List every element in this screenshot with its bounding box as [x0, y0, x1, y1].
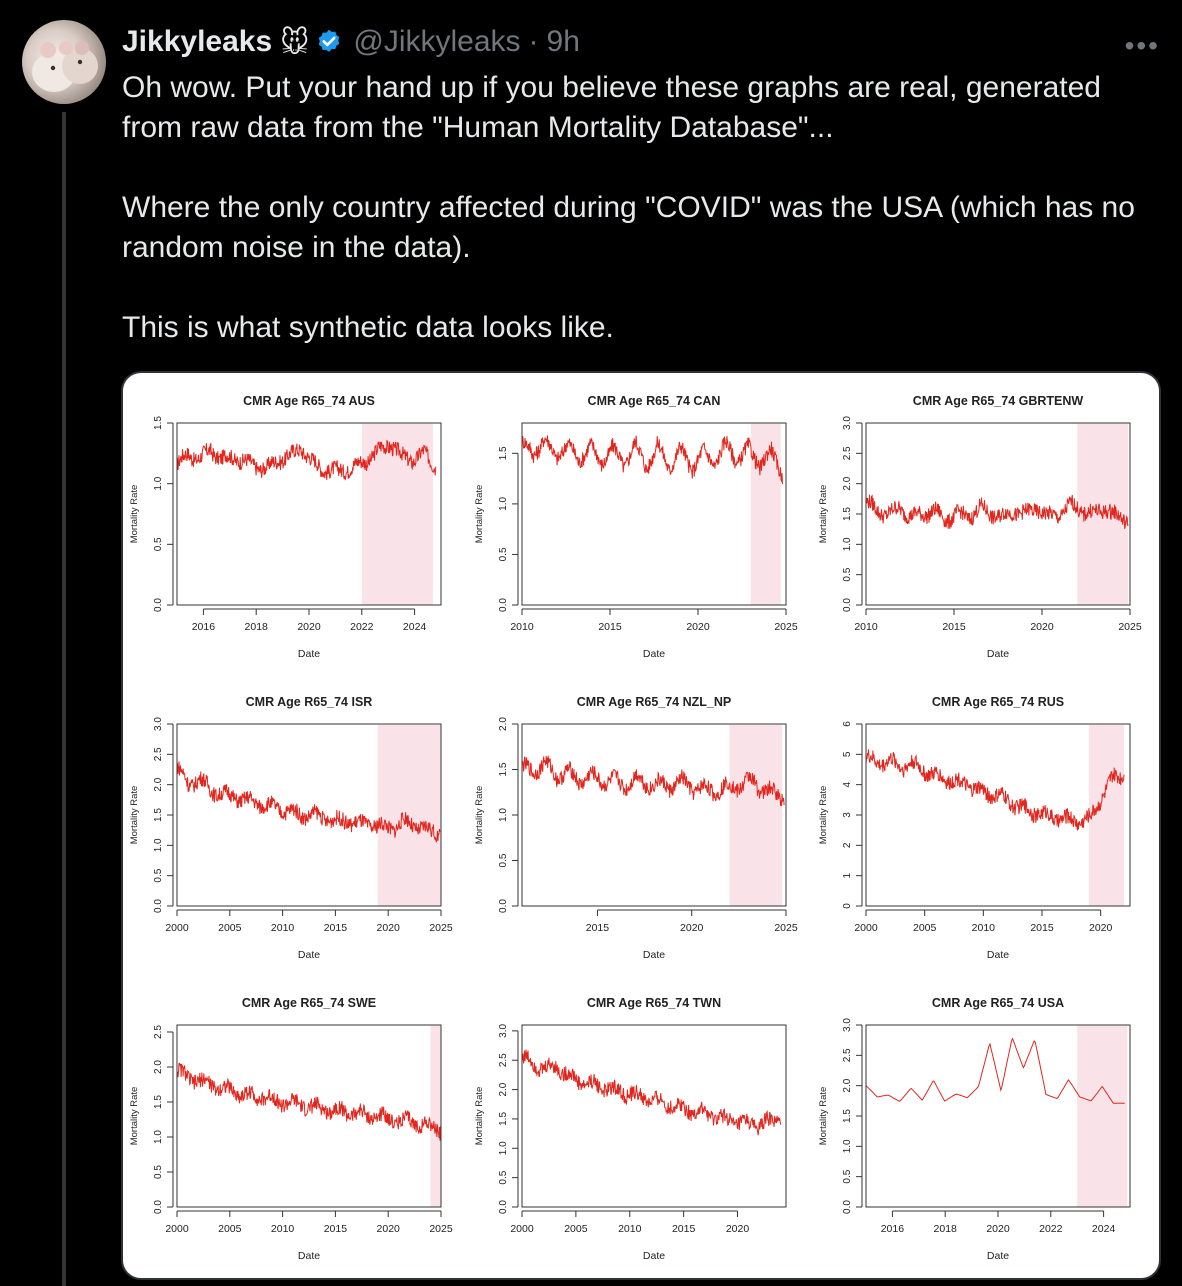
x-tick-label: 2000 [854, 922, 878, 934]
x-tick-label: 2016 [191, 621, 216, 633]
highlight-region [751, 424, 781, 605]
series-line [522, 435, 783, 484]
x-axis-label: Date [986, 949, 1010, 961]
y-tick-label: 5 [842, 751, 853, 758]
x-tick-label: 2010 [270, 922, 295, 934]
y-tick-label: 2 [842, 842, 853, 849]
chart-panel [812, 975, 1157, 1276]
x-tick-label: 2015 [942, 621, 966, 633]
y-tick-label: 2.5 [153, 1025, 164, 1039]
y-tick-label: 1.5 [153, 1095, 164, 1109]
y-tick-label: 1.0 [498, 496, 509, 511]
x-tick-label: 2000 [165, 1223, 189, 1235]
chart-panel [123, 975, 468, 1276]
y-axis-label: Mortality Rate [818, 484, 829, 544]
y-tick-label: 0.5 [842, 1169, 853, 1184]
y-axis-label: Mortality Rate [129, 785, 140, 845]
x-tick-label: 2015 [1030, 922, 1054, 934]
y-tick-label: 1 [842, 872, 853, 879]
tweet-text [122, 68, 1152, 348]
y-tick-label: 2.0 [153, 777, 164, 792]
x-tick-label: 2022 [350, 621, 374, 633]
y-tick-label: 0.0 [842, 598, 853, 612]
y-tick-label: 0.5 [153, 868, 164, 883]
y-axis-label: Mortality Rate [818, 785, 829, 845]
x-tick-label: 2020 [986, 1223, 1010, 1235]
x-tick-label: 2015 [323, 1223, 348, 1235]
tweet-media-image[interactable] [121, 371, 1161, 1280]
chart-svg [468, 674, 813, 975]
y-tick-label: 1.5 [842, 507, 853, 521]
y-tick-label: 1.5 [498, 446, 509, 461]
x-tick-label: 2020 [1030, 621, 1054, 633]
y-tick-label: 2.0 [498, 1082, 509, 1097]
y-tick-label: 1.5 [498, 762, 509, 777]
chart-title: CMR Age R65_74 RUS [931, 695, 1065, 709]
x-tick-label: 2005 [218, 1223, 242, 1235]
x-tick-label: 2020 [680, 922, 704, 934]
x-tick-label: 2005 [218, 922, 242, 934]
y-tick-label: 2.0 [842, 476, 853, 491]
x-tick-label: 2018 [244, 621, 268, 633]
y-tick-label: 1.0 [842, 1139, 853, 1154]
chart-panel [468, 373, 813, 674]
y-tick-label: 2.0 [153, 1060, 164, 1074]
chart-panel [123, 674, 468, 975]
x-tick-label: 2010 [971, 922, 996, 934]
chart-svg [123, 674, 468, 975]
rat-photo [22, 20, 106, 104]
y-tick-label: 0.5 [498, 853, 509, 868]
more-options-icon[interactable]: ••• [1124, 30, 1160, 61]
x-tick-label: 2010 [618, 1223, 642, 1235]
y-axis-label: Mortality Rate [474, 484, 485, 544]
y-tick-label: 1.5 [153, 808, 164, 822]
y-tick-label: 0.5 [153, 1165, 164, 1179]
tweet-paragraph: This is what synthetic data looks like. [122, 311, 614, 344]
thread-line [62, 112, 66, 1286]
separator-dot: · [528, 25, 539, 58]
x-axis-label: Date [297, 648, 321, 660]
tweet-paragraph: Oh wow. Put your hand up if you believe these graphs are real, generated from raw data from the "Human Mortality Database"... [122, 71, 1101, 144]
chart-panel [812, 674, 1157, 975]
y-tick-label: 2.0 [498, 717, 509, 731]
y-tick-label: 1.0 [153, 1130, 164, 1144]
x-tick-label: 2000 [510, 1223, 534, 1235]
x-tick-label: 2020 [376, 1223, 400, 1235]
timestamp[interactable]: 9h [546, 25, 580, 58]
x-tick-label: 2018 [933, 1223, 957, 1235]
x-tick-label: 2005 [912, 922, 937, 934]
x-tick-label: 2015 [598, 621, 622, 633]
y-tick-label: 0.5 [842, 567, 853, 582]
x-tick-label: 2025 [774, 621, 798, 633]
y-tick-label: 0.0 [153, 899, 164, 913]
y-axis-label: Mortality Rate [818, 1086, 829, 1146]
chart-svg [812, 975, 1157, 1276]
x-axis-label: Date [297, 1250, 321, 1262]
chart-panel [468, 674, 813, 975]
chart-panel [468, 975, 813, 1276]
x-axis-label: Date [642, 1250, 666, 1262]
y-tick-label: 0.0 [153, 1200, 164, 1214]
y-tick-label: 2.5 [842, 1048, 853, 1063]
x-tick-label: 2025 [774, 922, 798, 934]
x-tick-label: 2010 [854, 621, 878, 633]
chart-svg [123, 975, 468, 1276]
y-tick-label: 3.0 [498, 1023, 509, 1038]
chart-svg [123, 373, 468, 674]
y-tick-label: 0.5 [153, 537, 164, 552]
chart-panel [812, 373, 1157, 674]
author-name[interactable]: Jikkyleaks [122, 25, 273, 58]
y-tick-label: 3.0 [842, 416, 853, 430]
y-tick-label: 0.0 [153, 598, 164, 612]
y-tick-label: 0.5 [498, 1170, 509, 1185]
plot-frame [177, 1025, 441, 1207]
y-tick-label: 0.5 [498, 547, 509, 562]
author-handle[interactable]: @Jikkyleaks [353, 25, 521, 58]
x-tick-label: 2020 [725, 1223, 750, 1235]
y-tick-label: 1.0 [498, 808, 509, 822]
x-tick-label: 2015 [671, 1223, 696, 1235]
x-tick-label: 2015 [585, 922, 610, 934]
x-axis-label: Date [642, 949, 666, 961]
chart-svg [468, 975, 813, 1276]
x-tick-label: 2024 [402, 621, 427, 633]
x-tick-label: 2025 [429, 1223, 453, 1235]
y-tick-label: 1.0 [842, 537, 853, 552]
y-tick-label: 1.5 [153, 416, 164, 430]
x-tick-label: 2022 [1039, 1223, 1063, 1235]
x-tick-label: 2024 [1091, 1223, 1116, 1235]
x-tick-label: 2025 [429, 922, 453, 934]
y-tick-label: 2.0 [842, 1078, 853, 1093]
x-tick-label: 2005 [564, 1223, 588, 1235]
x-tick-label: 2025 [1118, 621, 1142, 633]
y-axis-label: Mortality Rate [474, 1086, 485, 1146]
chart-title: CMR Age R65_74 CAN [587, 394, 721, 408]
highlight-region [378, 725, 441, 906]
y-tick-label: 2.5 [498, 1053, 509, 1068]
y-tick-label: 4 [842, 781, 853, 788]
chart-title: CMR Age R65_74 ISR [245, 695, 373, 709]
y-axis-label: Mortality Rate [474, 785, 485, 845]
y-axis-label: Mortality Rate [129, 1086, 140, 1146]
tweet-paragraph: Where the only country affected during "COVID" was the USA (which has no random noise in the data). [122, 191, 1135, 264]
x-tick-label: 2020 [376, 922, 400, 934]
y-tick-label: 1.5 [842, 1109, 853, 1123]
y-tick-label: 3.0 [842, 1018, 853, 1032]
y-tick-label: 1.0 [153, 476, 164, 491]
x-axis-label: Date [297, 949, 321, 961]
y-tick-label: 0.0 [498, 899, 509, 913]
y-tick-label: 0.0 [498, 1200, 509, 1214]
chart-title: CMR Age R65_74 SWE [241, 996, 377, 1010]
y-tick-label: 0.0 [842, 1200, 853, 1214]
chart-title: CMR Age R65_74 TWN [586, 996, 722, 1010]
y-tick-label: 1.5 [498, 1111, 509, 1126]
y-tick-label: 1.0 [498, 1141, 509, 1156]
chart-svg [812, 373, 1157, 674]
y-tick-label: 6 [842, 721, 853, 727]
chart-panel [123, 373, 468, 674]
series-line [866, 749, 1124, 830]
chart-svg [812, 674, 1157, 975]
y-tick-label: 1.0 [153, 838, 164, 853]
x-axis-label: Date [642, 648, 666, 660]
x-tick-label: 2016 [880, 1223, 905, 1235]
x-tick-label: 2020 [686, 621, 710, 633]
x-tick-label: 2020 [1088, 922, 1113, 934]
chart-svg [468, 373, 813, 674]
chart-title: CMR Age R65_74 GBRTENW [912, 394, 1084, 408]
mouse-emoji: 🐭 [280, 26, 310, 58]
chart-title: CMR Age R65_74 AUS [243, 394, 375, 408]
highlight-region [729, 725, 782, 906]
y-tick-label: 0 [842, 903, 853, 909]
chart-title: CMR Age R65_74 USA [931, 996, 1065, 1010]
series-line [177, 1063, 441, 1140]
highlight-region [430, 1026, 441, 1207]
avatar[interactable] [22, 20, 106, 104]
y-tick-label: 3 [842, 812, 853, 818]
y-tick-label: 0.0 [498, 598, 509, 612]
x-axis-label: Date [986, 1250, 1010, 1262]
chart-title: CMR Age R65_74 NZL_NP [576, 695, 732, 709]
x-tick-label: 2010 [510, 621, 534, 633]
x-axis-label: Date [986, 648, 1010, 660]
verified-badge-icon [315, 28, 343, 56]
x-tick-label: 2010 [270, 1223, 295, 1235]
highlight-region [1077, 1026, 1127, 1207]
y-tick-label: 2.5 [153, 747, 164, 762]
tweet-header [122, 24, 580, 60]
y-tick-label: 2.5 [842, 446, 853, 461]
x-tick-label: 2015 [323, 922, 348, 934]
series-line [522, 1050, 781, 1136]
y-tick-label: 3.0 [153, 717, 164, 731]
x-tick-label: 2020 [297, 621, 321, 633]
y-axis-label: Mortality Rate [129, 484, 140, 544]
x-tick-label: 2000 [165, 922, 189, 934]
